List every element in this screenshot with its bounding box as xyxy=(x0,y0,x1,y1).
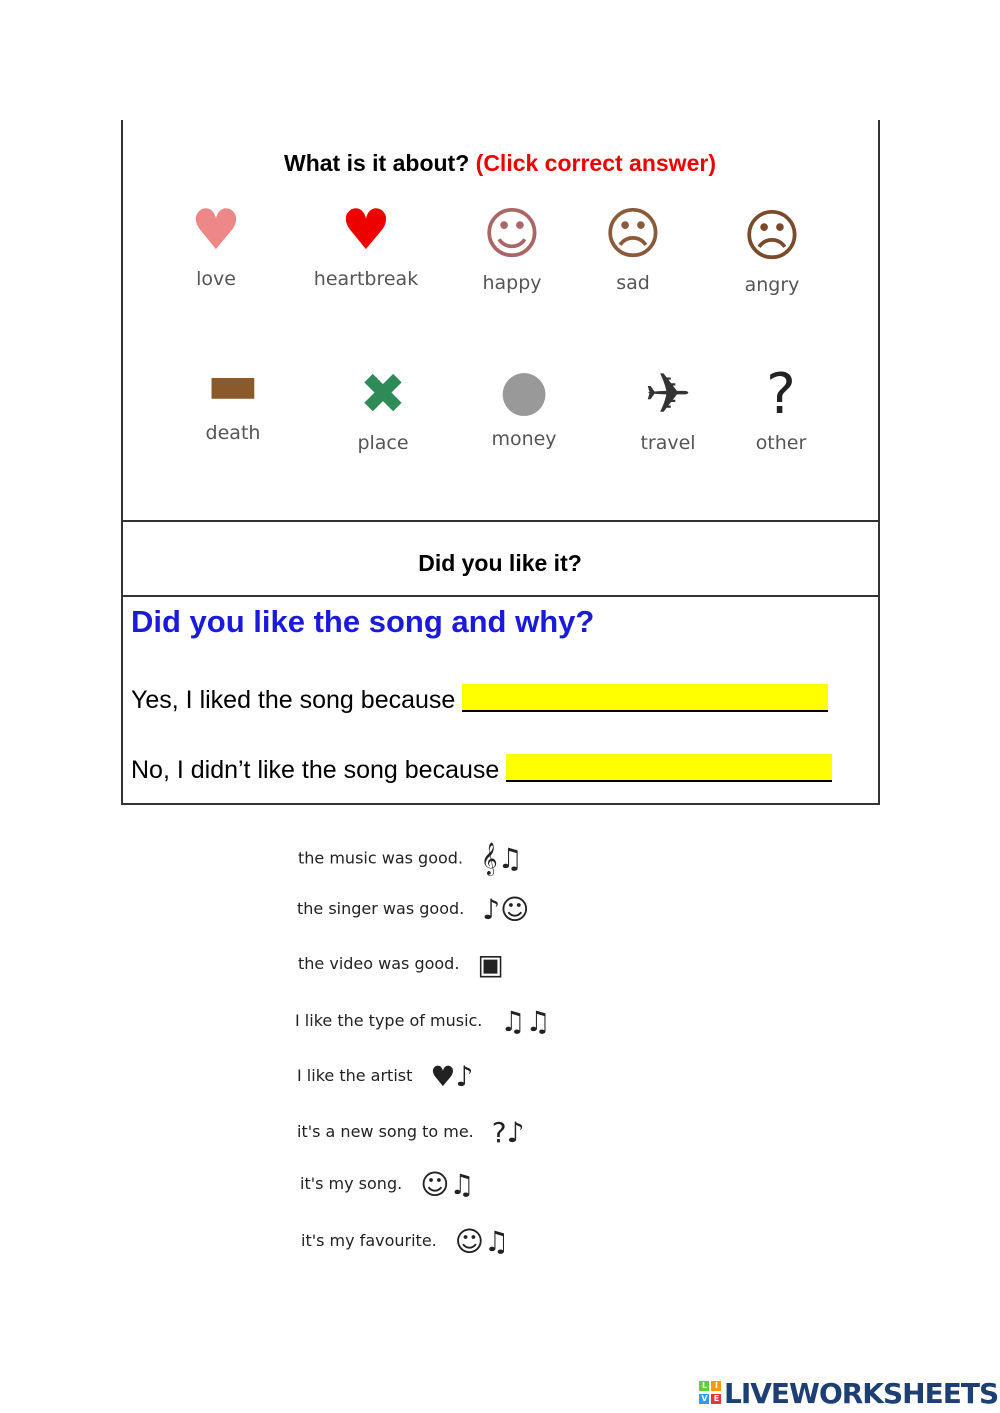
reason-text: it's my favourite. xyxy=(301,1231,437,1250)
topic-label: death xyxy=(205,422,261,444)
symbol-icon: ☺♫ xyxy=(454,1225,510,1258)
sad-face-icon: ☹ xyxy=(603,202,663,267)
reason-text: it's my song. xyxy=(300,1174,403,1193)
topic-label: sad xyxy=(616,272,650,294)
topic-option-angry[interactable] xyxy=(712,202,832,296)
yes-prompt: Yes, I liked the song because xyxy=(131,686,456,714)
divider xyxy=(122,520,880,522)
divider xyxy=(122,803,880,805)
map-icon: ✖ xyxy=(359,362,407,427)
symbol-icon: ?♪ xyxy=(491,1116,525,1149)
symbol-icon: ♪☺ xyxy=(482,893,530,926)
symbol-icon: ♥♪ xyxy=(430,1060,474,1093)
reason-text: I like the type of music. xyxy=(295,1011,483,1030)
logo-letter: V xyxy=(699,1394,709,1404)
no-prompt: No, I didn’t like the song because xyxy=(131,756,500,784)
reason-item xyxy=(298,842,523,876)
topic-option-death[interactable] xyxy=(173,350,293,444)
reason-item xyxy=(297,893,529,926)
topic-label: other xyxy=(755,432,807,454)
topic-label: happy xyxy=(482,272,542,294)
reason-text: I like the artist xyxy=(297,1066,413,1085)
topic-label: place xyxy=(357,432,409,454)
topic-option-place[interactable] xyxy=(323,360,443,454)
question-text: What is it about? xyxy=(284,150,470,176)
reason-item xyxy=(297,1116,525,1149)
symbol-icon: ▣ xyxy=(477,948,504,981)
logo-letter: E xyxy=(711,1394,721,1404)
logo-letter: I xyxy=(711,1381,721,1391)
section-title: Did you like the song and why? xyxy=(131,604,595,639)
symbol-icon: ☺♫ xyxy=(420,1168,475,1201)
topic-label: angry xyxy=(744,274,800,296)
topic-option-love[interactable] xyxy=(156,196,276,290)
topic-label: travel xyxy=(640,432,696,454)
reason-text: the video was good. xyxy=(298,954,460,973)
yes-answer-input[interactable] xyxy=(462,684,828,712)
instruction-text: (Click correct answer) xyxy=(475,150,716,176)
topic-label: heartbreak xyxy=(313,268,419,290)
reason-item xyxy=(297,1060,473,1093)
coffin-icon: ▬ xyxy=(206,352,260,417)
reason-item xyxy=(301,1225,509,1258)
logo-text: LIVEWORKSHEETS xyxy=(724,1377,999,1410)
symbol-icon: 𝄞♫ xyxy=(481,842,523,875)
no-answer-input[interactable] xyxy=(506,754,832,782)
reason-text: the singer was good. xyxy=(297,899,465,918)
table-border-right xyxy=(878,120,880,805)
topic-option-other[interactable] xyxy=(721,360,841,454)
table-border-left xyxy=(121,120,123,805)
like-heading: Did you like it? xyxy=(418,550,582,576)
topic-question xyxy=(0,150,1000,177)
angry-face-icon: ☹ xyxy=(742,204,802,269)
topic-label: love xyxy=(196,268,236,290)
broken-heart-icon: ♥ xyxy=(340,198,392,263)
question-mark-icon: ? xyxy=(766,362,796,427)
money-icon: ● xyxy=(499,358,549,423)
reason-text: it's a new song to me. xyxy=(297,1122,474,1141)
topic-label: money xyxy=(491,428,557,450)
travel-icon: ✈ xyxy=(644,362,692,427)
liveworksheets-logo xyxy=(698,1377,998,1410)
reason-item xyxy=(298,948,504,981)
topic-option-travel[interactable] xyxy=(608,360,728,454)
reason-text: the music was good. xyxy=(298,848,464,868)
topic-option-money[interactable] xyxy=(464,356,584,450)
love-icon: ♥ xyxy=(190,198,242,263)
topic-option-sad[interactable] xyxy=(573,200,693,294)
reason-item xyxy=(295,1005,551,1038)
logo-letter: L xyxy=(699,1381,709,1391)
divider xyxy=(122,595,880,597)
yes-line xyxy=(131,684,828,715)
topic-option-heartbreak[interactable] xyxy=(306,196,426,290)
symbol-icon: ♫♫ xyxy=(500,1005,551,1038)
reason-item xyxy=(300,1168,474,1201)
topic-option-happy[interactable] xyxy=(452,200,572,294)
happy-face-icon: ☺ xyxy=(482,202,542,267)
no-line xyxy=(131,754,832,785)
